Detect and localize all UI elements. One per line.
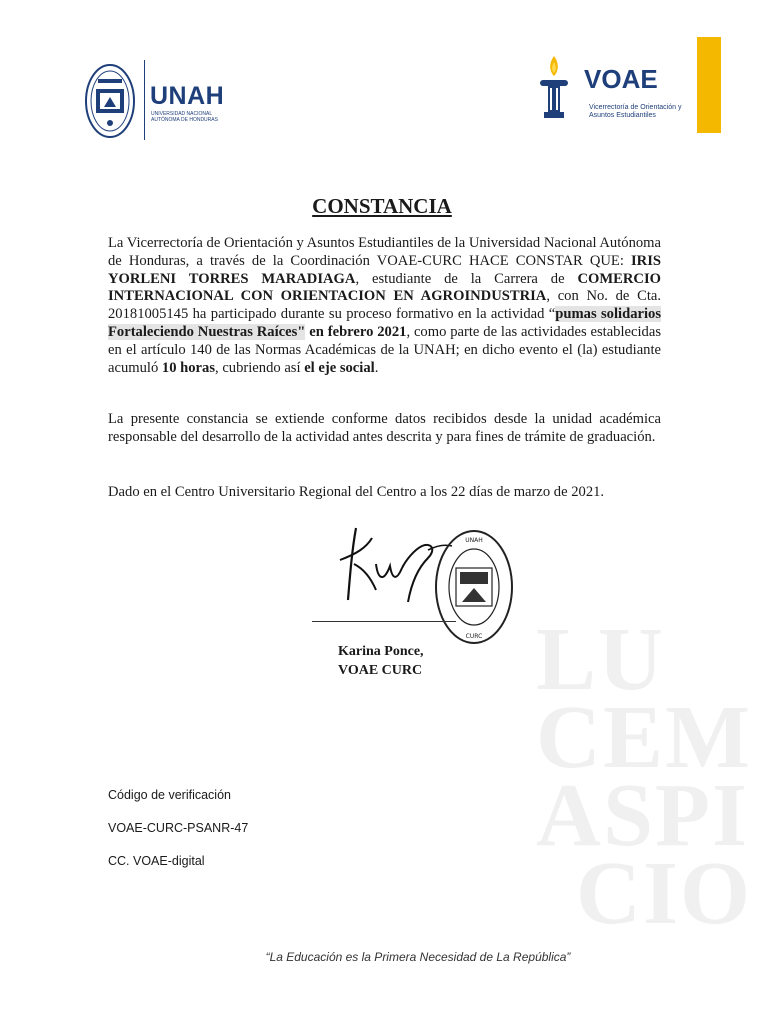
watermark [512, 605, 768, 940]
certification-paragraph [108, 235, 661, 377]
text-segment: , como parte de las actividades establecidas en el artículo 140 de las Normas Académicas de la UNAH; en dicho evento el (la) estudiante acumuló [108, 323, 661, 376]
watermark-line: ASPI [536, 766, 750, 865]
activity-name: pumas solidarios Fortaleciendo Nuestras Raíces" [108, 306, 662, 340]
signature-line [312, 621, 456, 622]
accent-bar [697, 37, 721, 133]
signatory-role: VOAE CURC [338, 663, 423, 678]
hours: 10 horas [161, 359, 216, 376]
text-segment: , cubriendo así [215, 359, 305, 376]
voae-subtitle: Vicerrectoría de Orientación y Asuntos Estudiantiles [589, 104, 682, 119]
text-segment: La Vicerrectoría de Orientación y Asuntos Estudiantiles de la Universidad Nacional Autónoma de Honduras, a través de la Coordinación VOAE-CURC HACE CONSTAR QUE: [108, 235, 661, 269]
watermark-line: LU [536, 610, 666, 709]
purpose-paragraph: La presente constancia se extiende conforme datos recibidos desde la unidad académica responsable del desarrollo de la actividad antes descrita y para fines de trámite de graduación. [108, 411, 661, 445]
svg-text:UNAH: UNAH [465, 537, 483, 544]
unah-seal-icon [84, 63, 136, 139]
text-segment: . [374, 359, 379, 376]
date-paragraph: Dado en el Centro Universitario Regional del Centro a los 22 días de marzo de 2021. [108, 484, 605, 500]
student-name: IRIS YORLENI TORRES MARADIAGA [108, 252, 661, 287]
logo-divider [144, 60, 145, 140]
verification-label: Código de verificación [108, 788, 231, 802]
text-segment: , con No. de Cta. 20181005145 ha participado durante su proceso formativo en la actividad “ [108, 288, 661, 323]
text-segment: , estudiante de la Carrera de [355, 270, 578, 287]
document-title: CONSTANCIA [312, 194, 452, 218]
footer-motto: “La Educación es la Primera Necesidad de La República” [265, 950, 571, 964]
career-name: COMERCIO INTERNACIONAL CON ORIENTACION EN AGROINDUSTRIA [108, 270, 661, 305]
unah-name: UNAH [150, 82, 225, 110]
voae-name: VOAE [584, 64, 658, 94]
activity-date: en febrero 2021 [305, 323, 407, 340]
institutional-stamp [432, 528, 516, 646]
signatory [338, 642, 424, 680]
signatory-name: Karina Ponce, [338, 644, 424, 659]
unah-subtitle: UNIVERSIDAD NACIONAL AUTÓNOMA DE HONDURAS [151, 111, 218, 123]
svg-text:CURC: CURC [465, 633, 483, 640]
axis: el eje social [304, 359, 375, 376]
cc-line: CC. VOAE-digital [108, 854, 205, 868]
watermark-line: CIO [576, 844, 753, 940]
verification-code: VOAE-CURC-PSANR-47 [108, 821, 249, 835]
watermark-line: CEM [536, 688, 752, 787]
torch-column-icon [536, 54, 572, 122]
